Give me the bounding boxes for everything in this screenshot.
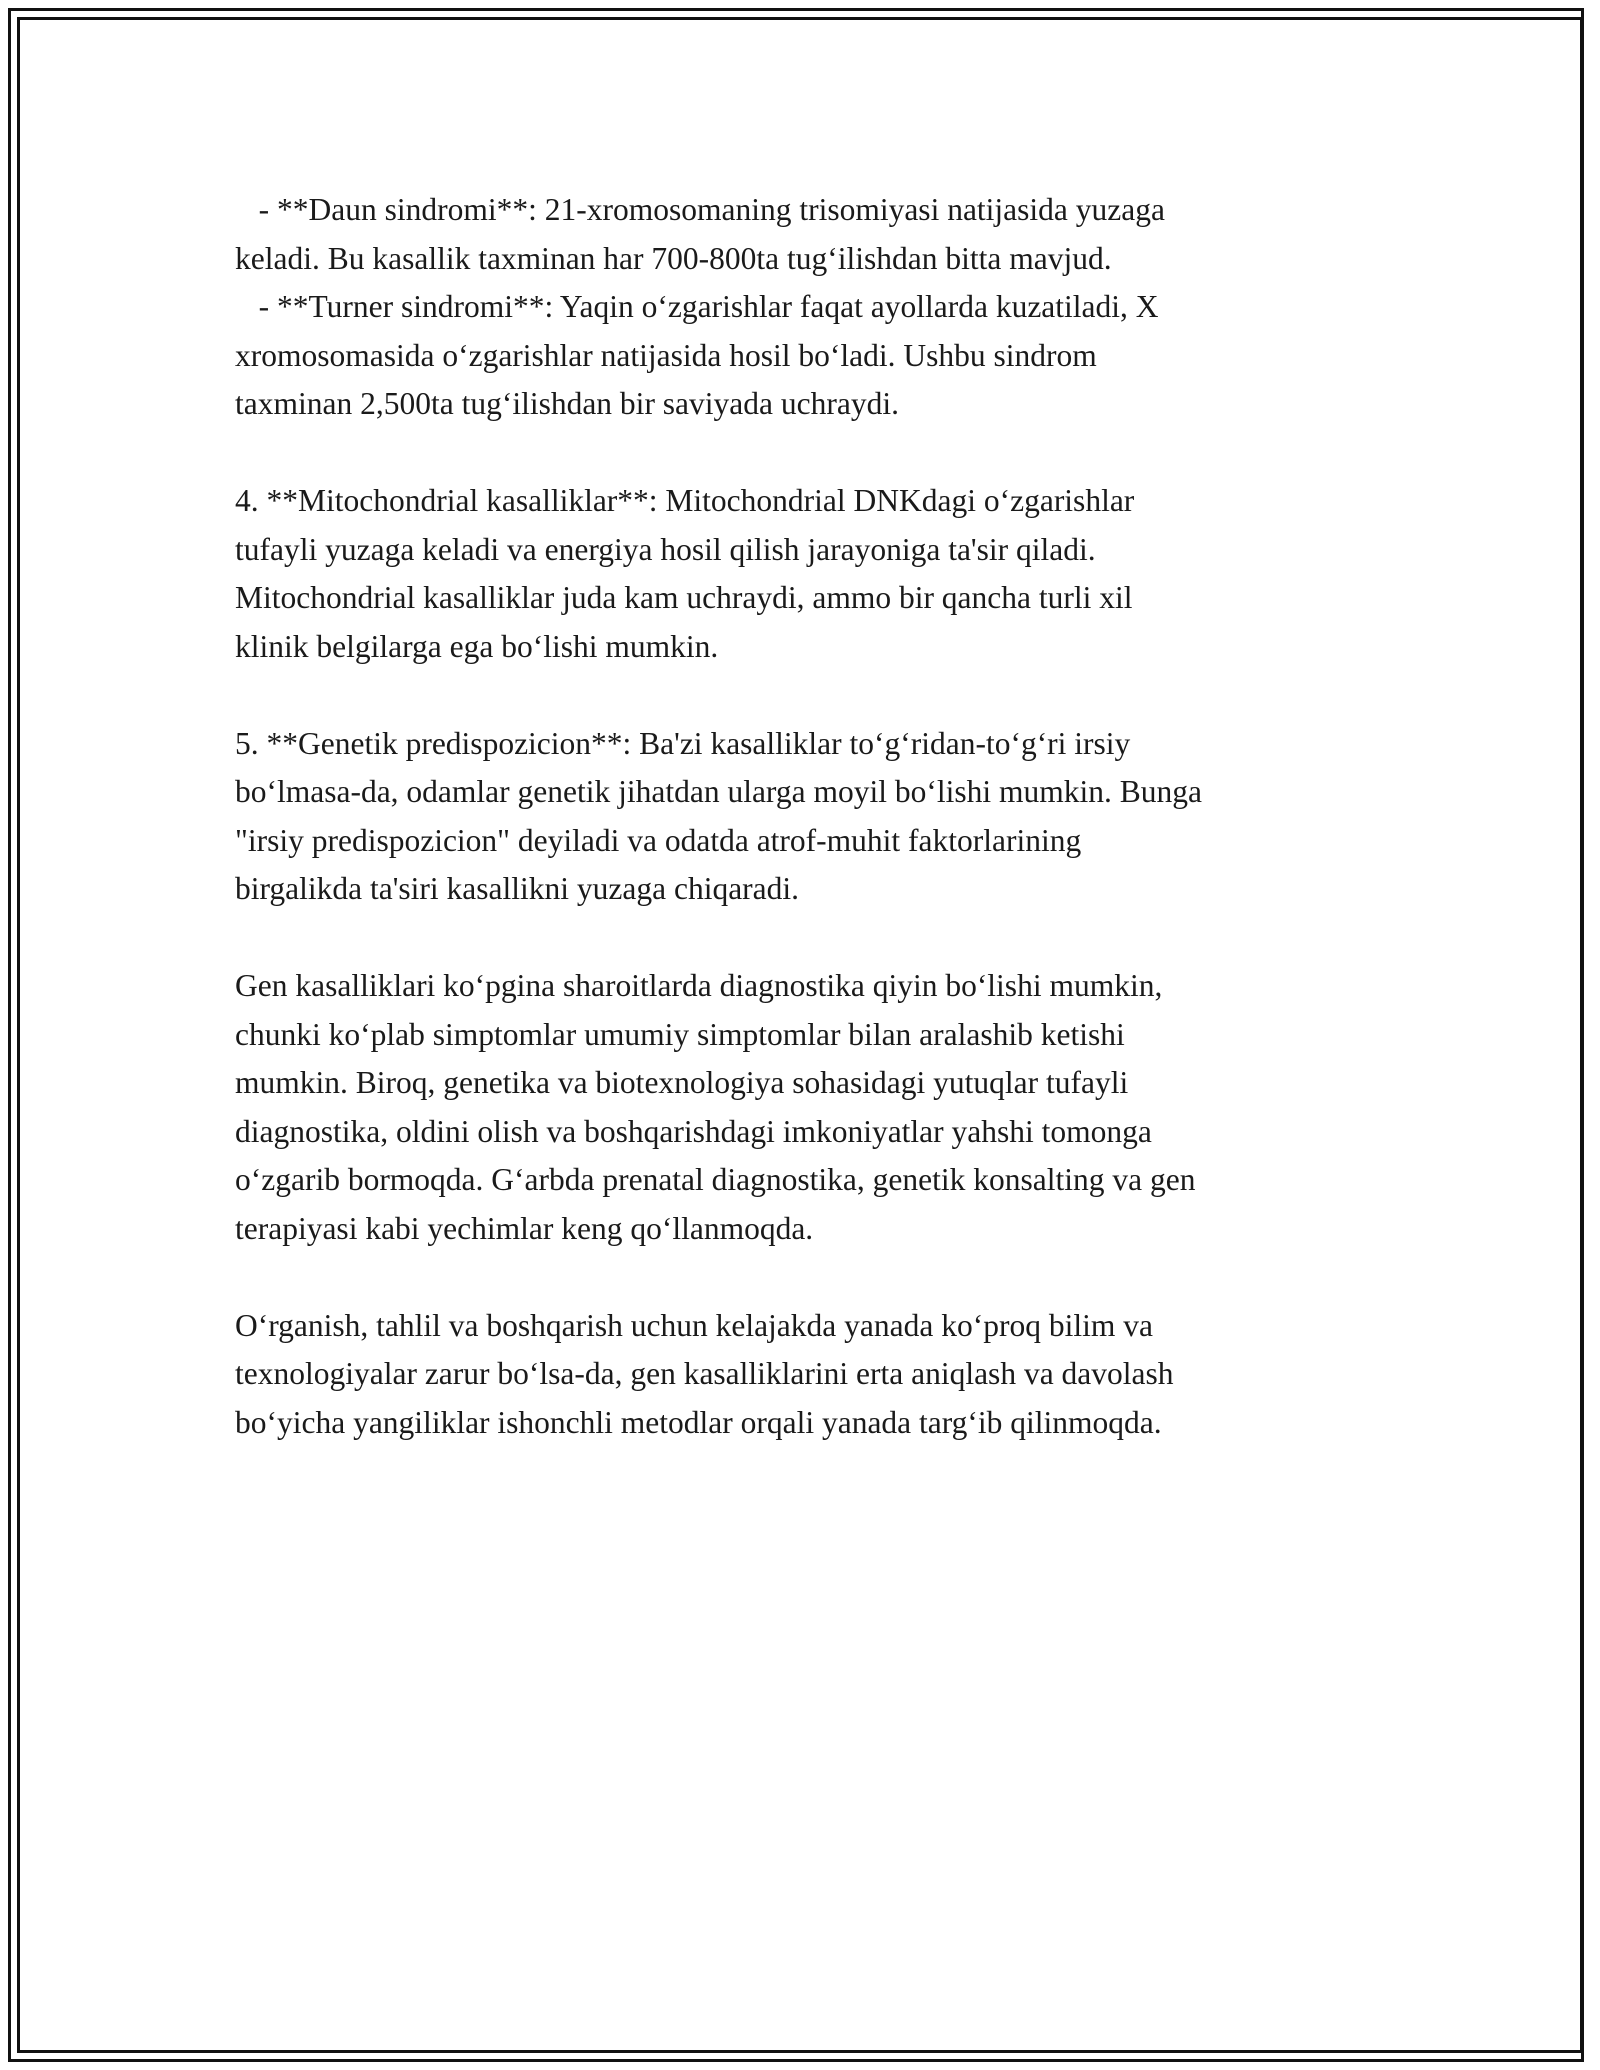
text-line: chunki ko‘plab simptomlar umumiy simptomlar bilan aralashib ketishi: [235, 1016, 1125, 1052]
paragraph-predisposition: [235, 720, 1365, 914]
text-line: diagnostika, oldini olish va boshqarishdagi imkoniyatlar yahshi tomonga: [235, 1113, 1152, 1149]
text-line: - **Turner sindromi**: Yaqin o‘zgarishlar faqat ayollarda kuzatiladi, X: [235, 289, 1159, 324]
text-line: "irsiy predispozicion" deyiladi va odatda atrof-muhit faktorlarining: [235, 822, 1082, 858]
text-line: birgalikda ta'siri kasallikni yuzaga chiqaradi.: [235, 871, 800, 906]
text-line: mumkin. Biroq, genetika va biotexnologiya sohasidagi yutuqlar tufayli: [235, 1065, 1129, 1100]
text-line: tufayli yuzaga keladi va energiya hosil qilish jarayoniga ta'sir qiladi.: [235, 531, 1096, 567]
text-line: - **Daun sindromi**: 21-xromosomaning trisomiyasi natijasida yuzaga: [235, 192, 1165, 227]
text-line: xromosomasida o‘zgarishlar natijasida hosil bo‘ladi. Ushbu sindrom: [235, 337, 1097, 373]
text-line: taxminan 2,500ta tug‘ilishdan bir saviyada uchraydi.: [235, 386, 899, 421]
paragraph-spacer: [235, 671, 1365, 720]
paragraph-spacer: [235, 1253, 1365, 1302]
text-line: terapiyasi kabi yechimlar keng qo‘llanmoqda.: [235, 1210, 814, 1246]
paragraph-daun-turner: [235, 186, 1365, 429]
text-line: o‘zgarib bormoqda. G‘arbda prenatal diagnostika, genetik konsalting va gen: [235, 1162, 1196, 1197]
text-line: texnologiyalar zarur bo‘lsa-da, gen kasalliklarini erta aniqlash va davolash: [235, 1356, 1174, 1391]
text-line: bo‘yicha yangiliklar ishonchli metodlar orqali yanada targ‘ib qilinmoqda.: [235, 1404, 1162, 1440]
paragraph-spacer: [235, 429, 1365, 478]
text-line: 4. **Mitochondrial kasalliklar**: Mitochondrial DNKdagi o‘zgarishlar: [235, 483, 1135, 518]
text-line: 5. **Genetik predispozicion**: Ba'zi kasalliklar to‘g‘ridan-to‘g‘ri irsiy: [235, 725, 1131, 761]
text-line: O‘rganish, tahlil va boshqarish uchun kelajakda yanada ko‘proq bilim va: [235, 1307, 1153, 1343]
text-line: Mitochondrial kasalliklar juda kam uchraydi, ammo bir qancha turli xil: [235, 580, 1133, 615]
text-line: klinik belgilarga ega bo‘lishi mumkin.: [235, 628, 719, 664]
paragraph-conclusion: [235, 1302, 1365, 1448]
text-line: keladi. Bu kasallik taxminan har 700-800ta tug‘ilishdan bitta mavjud.: [235, 240, 1112, 276]
text-line: Gen kasalliklari ko‘pgina sharoitlarda diagnostika qiyin bo‘lishi mumkin,: [235, 968, 1163, 1003]
document-body: [235, 186, 1365, 1447]
paragraph-diagnostics: [235, 962, 1365, 1253]
paragraph-mitochondrial: [235, 477, 1365, 671]
paragraph-spacer: [235, 914, 1365, 963]
text-line: bo‘lmasa-da, odamlar genetik jihatdan ularga moyil bo‘lishi mumkin. Bunga: [235, 774, 1202, 809]
